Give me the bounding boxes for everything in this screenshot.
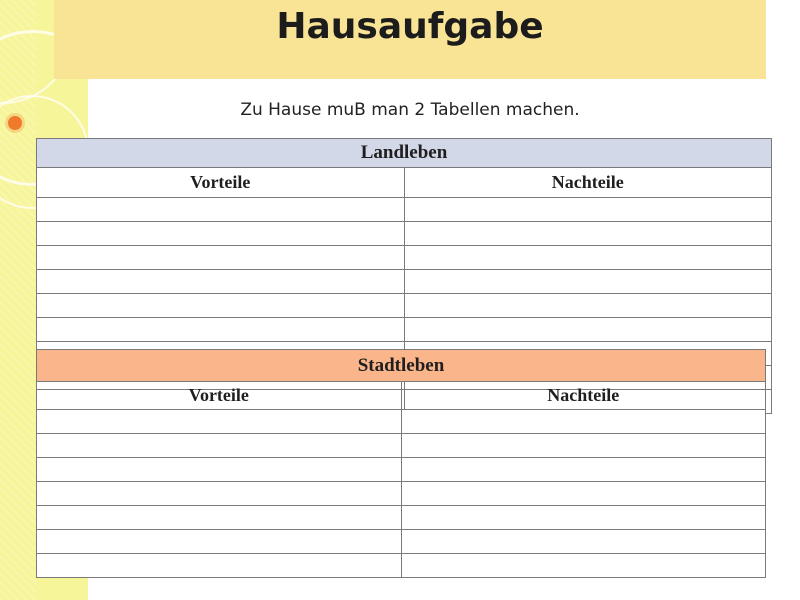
table-row [37, 530, 766, 554]
table-cell [37, 506, 402, 530]
table-cell [401, 482, 766, 506]
table-cell [404, 222, 772, 246]
table-cell [37, 222, 405, 246]
table-row [37, 434, 766, 458]
table-cell [401, 458, 766, 482]
table-row [37, 458, 766, 482]
slide-title: Hausaufgabe [276, 6, 544, 47]
table-row [37, 294, 772, 318]
table-cell [401, 506, 766, 530]
table-cell [37, 410, 402, 434]
slide-subtitle: Zu Hause muB man 2 Tabellen machen. [240, 100, 580, 120]
table-cell [401, 530, 766, 554]
table-row [37, 482, 766, 506]
table-row [37, 270, 772, 294]
table-cell [37, 294, 405, 318]
table-cell [37, 198, 405, 222]
table-cell [401, 434, 766, 458]
table-cell [37, 434, 402, 458]
column-header-vorteile: Vorteile [37, 168, 405, 198]
table-cell [37, 458, 402, 482]
table-cell [404, 198, 772, 222]
table-cell [404, 270, 772, 294]
table-row [37, 410, 766, 434]
table-cell [401, 410, 766, 434]
table-cell [37, 246, 405, 270]
table-cell [37, 270, 405, 294]
table-header: Landleben [37, 139, 772, 168]
table-cell [37, 318, 405, 342]
table-header: Stadtleben [37, 350, 766, 382]
column-header-nachteile: Nachteile [401, 382, 766, 410]
table-cell [37, 554, 402, 578]
table-row [37, 222, 772, 246]
stadtleben-table [36, 349, 766, 578]
table-row [37, 506, 766, 530]
column-header-nachteile: Nachteile [404, 168, 772, 198]
table-row [37, 246, 772, 270]
table-cell [37, 530, 402, 554]
column-header-vorteile: Vorteile [37, 382, 402, 410]
table-cell [37, 482, 402, 506]
table-row [37, 554, 766, 578]
table-cell [404, 294, 772, 318]
table-row [37, 318, 772, 342]
table-cell [401, 554, 766, 578]
table-cell [404, 246, 772, 270]
table-cell [404, 318, 772, 342]
table-row [37, 198, 772, 222]
